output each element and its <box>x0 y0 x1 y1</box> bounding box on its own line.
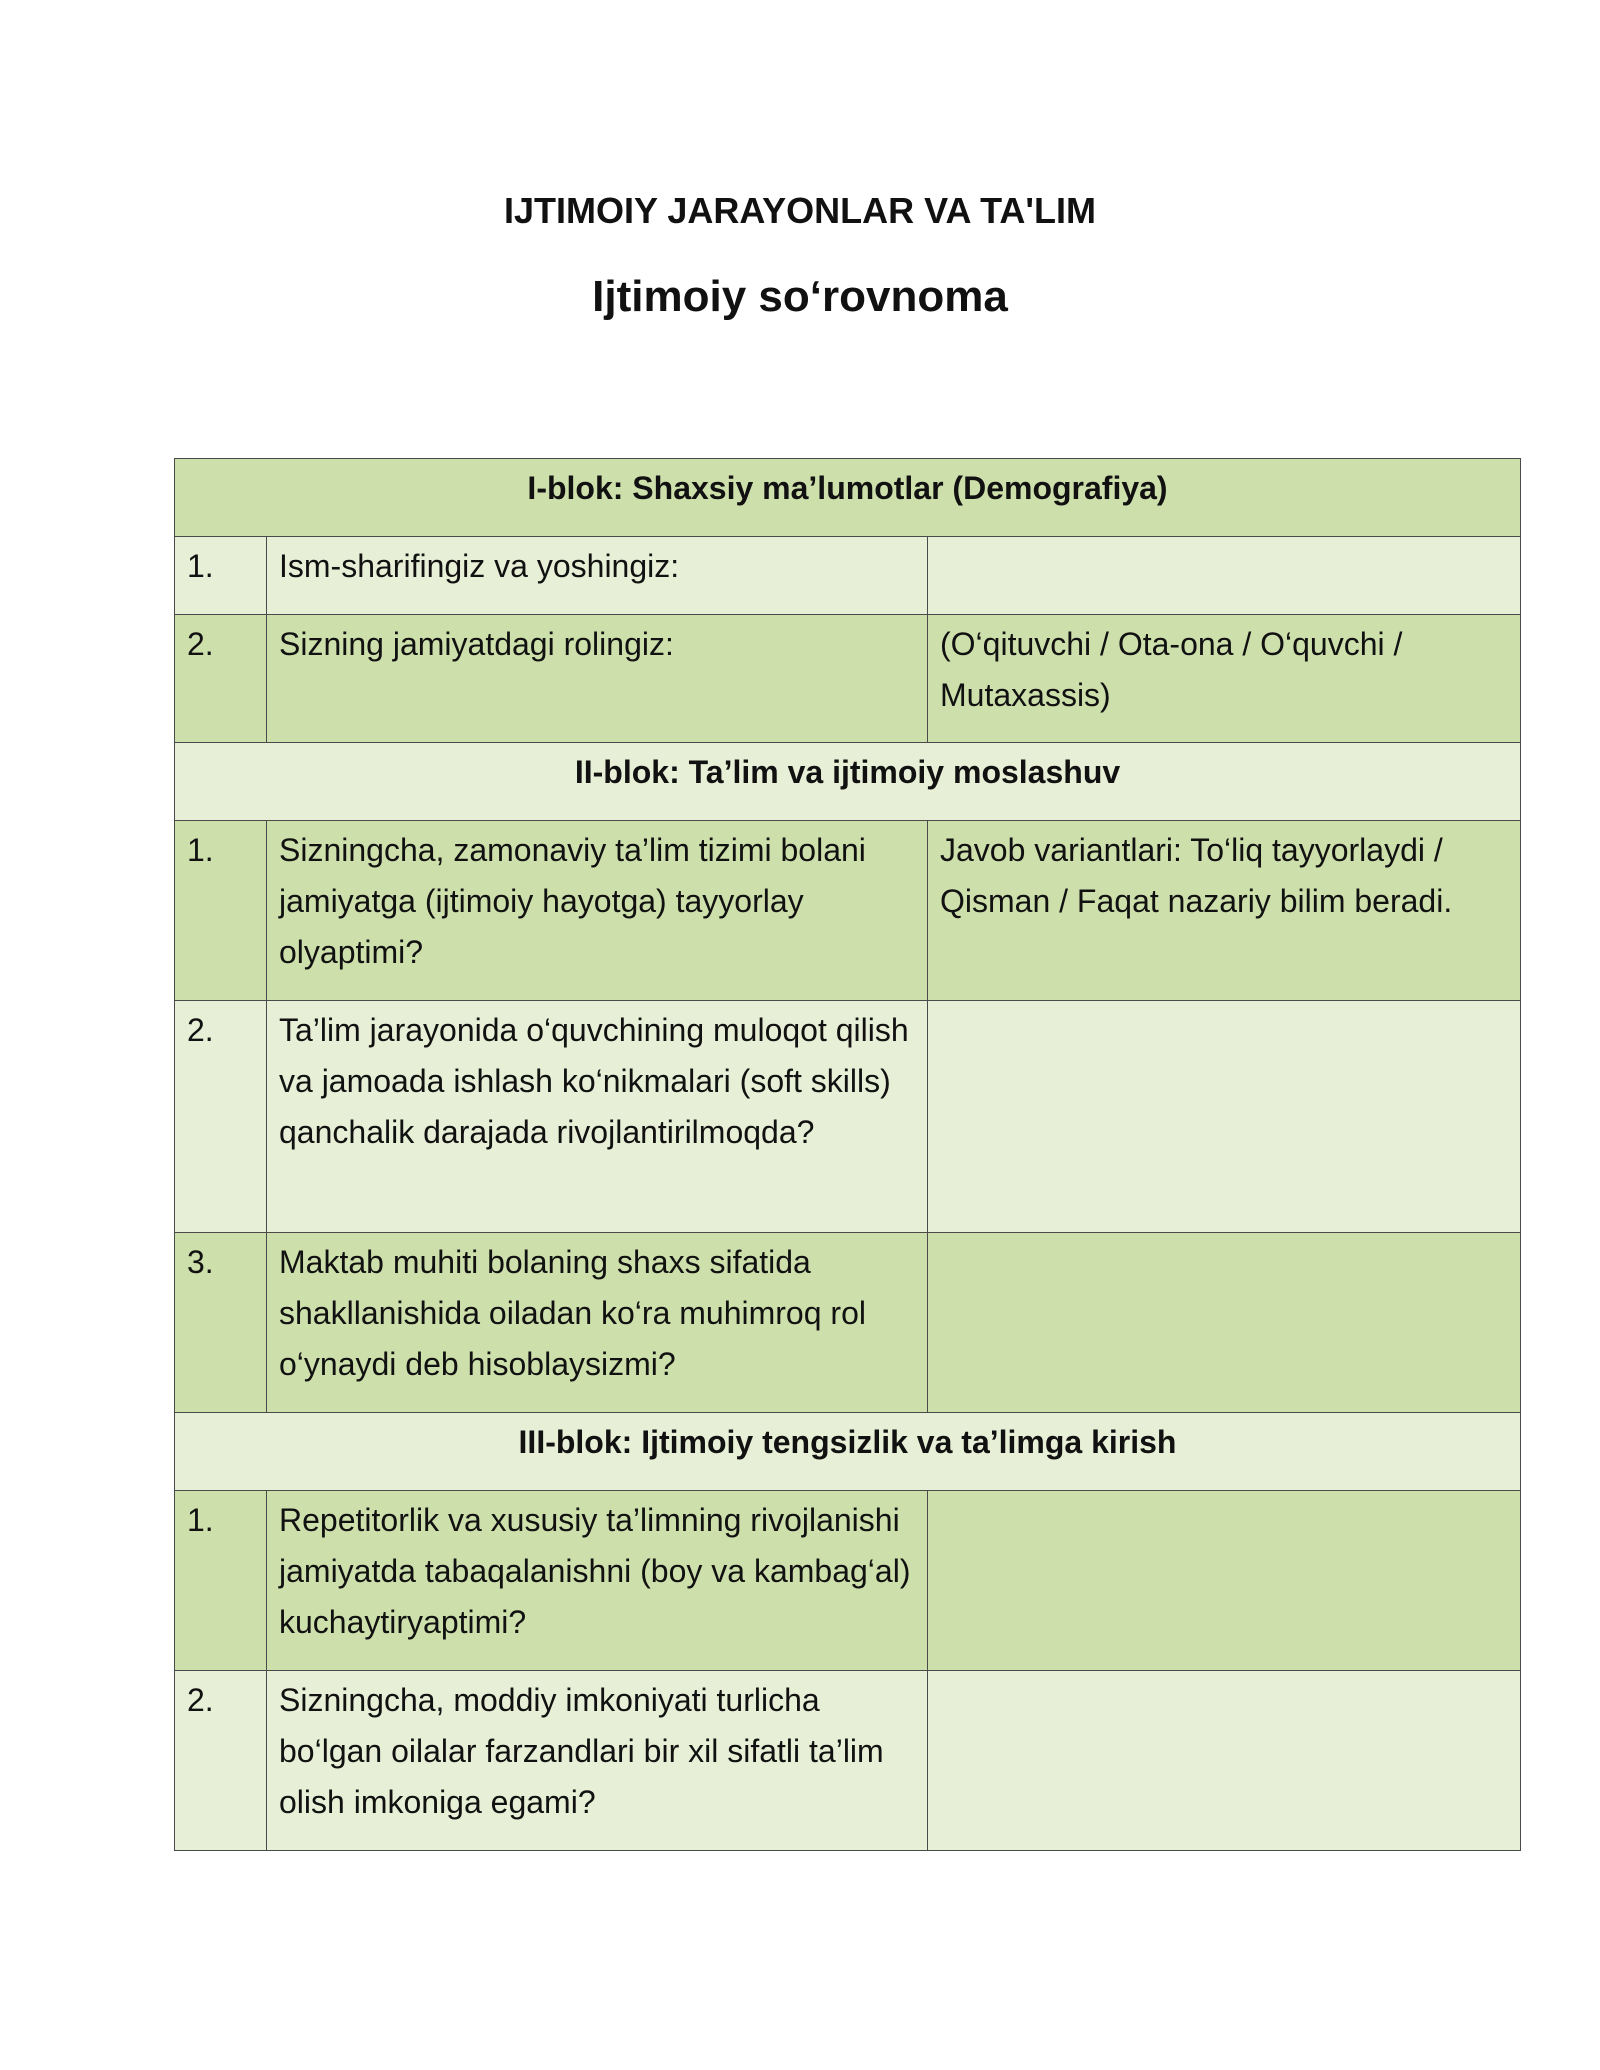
row-number: 3. <box>175 1233 267 1413</box>
block-heading: III-blok: Ijtimoiy tengsizlik va ta’limga kirish <box>175 1413 1521 1491</box>
question-cell: Maktab muhiti bolaning shaxs sifatida shakllanishida oiladan ko‘ra muhimroq rol o‘ynaydi deb hisoblaysizmi? <box>267 1233 928 1413</box>
block-heading-row <box>175 1413 1521 1491</box>
table-row <box>175 1491 1521 1671</box>
row-number: 2. <box>175 1001 267 1233</box>
row-number: 2. <box>175 1671 267 1851</box>
table-row <box>175 537 1521 615</box>
answer-cell[interactable] <box>928 1491 1521 1671</box>
answer-cell[interactable]: (O‘qituvchi / Ota-ona / O‘quvchi / Mutaxassis) <box>928 615 1521 743</box>
answer-cell[interactable]: Javob variantlari: To‘liq tayyorlaydi / Qisman / Faqat nazariy bilim beradi. <box>928 821 1521 1001</box>
question-cell: Ism-sharifingiz va yoshingiz: <box>267 537 928 615</box>
block-heading-row <box>175 743 1521 821</box>
table-row <box>175 1671 1521 1851</box>
document-title: IJTIMOIY JARAYONLAR VA TA'LIM <box>504 190 1096 231</box>
question-cell: Sizningcha, zamonaviy ta’lim tizimi bolani jamiyatga (ijtimoiy hayotga) tayyorlay olyaptimi? <box>267 821 928 1001</box>
row-number: 2. <box>175 615 267 743</box>
question-cell: Ta’lim jarayonida o‘quvchining muloqot qilish va jamoada ishlash ko‘nikmalari (soft skills) qanchalik darajada rivojlantirilmoqda? <box>267 1001 928 1233</box>
table-row <box>175 615 1521 743</box>
answer-cell[interactable] <box>928 1001 1521 1233</box>
block-heading-row <box>175 459 1521 537</box>
row-number: 1. <box>175 537 267 615</box>
row-number: 1. <box>175 1491 267 1671</box>
row-number: 1. <box>175 821 267 1001</box>
answer-cell[interactable] <box>928 537 1521 615</box>
table-row <box>175 1001 1521 1233</box>
survey-table <box>174 458 1521 1851</box>
document-subtitle: Ijtimoiy so‘rovnoma <box>592 272 1008 321</box>
question-cell: Sizningcha, moddiy imkoniyati turlicha bo‘lgan oilalar farzandlari bir xil sifatli ta’lim olish imkoniga egami? <box>267 1671 928 1851</box>
question-cell: Sizning jamiyatdagi rolingiz: <box>267 615 928 743</box>
question-cell: Repetitorlik va xususiy ta’limning rivojlanishi jamiyatda tabaqalanishni (boy va kambag‘al) kuchaytiryaptimi? <box>267 1491 928 1671</box>
block-heading: II-blok: Ta’lim va ijtimoiy moslashuv <box>175 743 1521 821</box>
answer-cell[interactable] <box>928 1233 1521 1413</box>
answer-cell[interactable] <box>928 1671 1521 1851</box>
table-row <box>175 821 1521 1001</box>
block-heading: I-blok: Shaxsiy ma’lumotlar (Demografiya) <box>175 459 1521 537</box>
table-row <box>175 1233 1521 1413</box>
